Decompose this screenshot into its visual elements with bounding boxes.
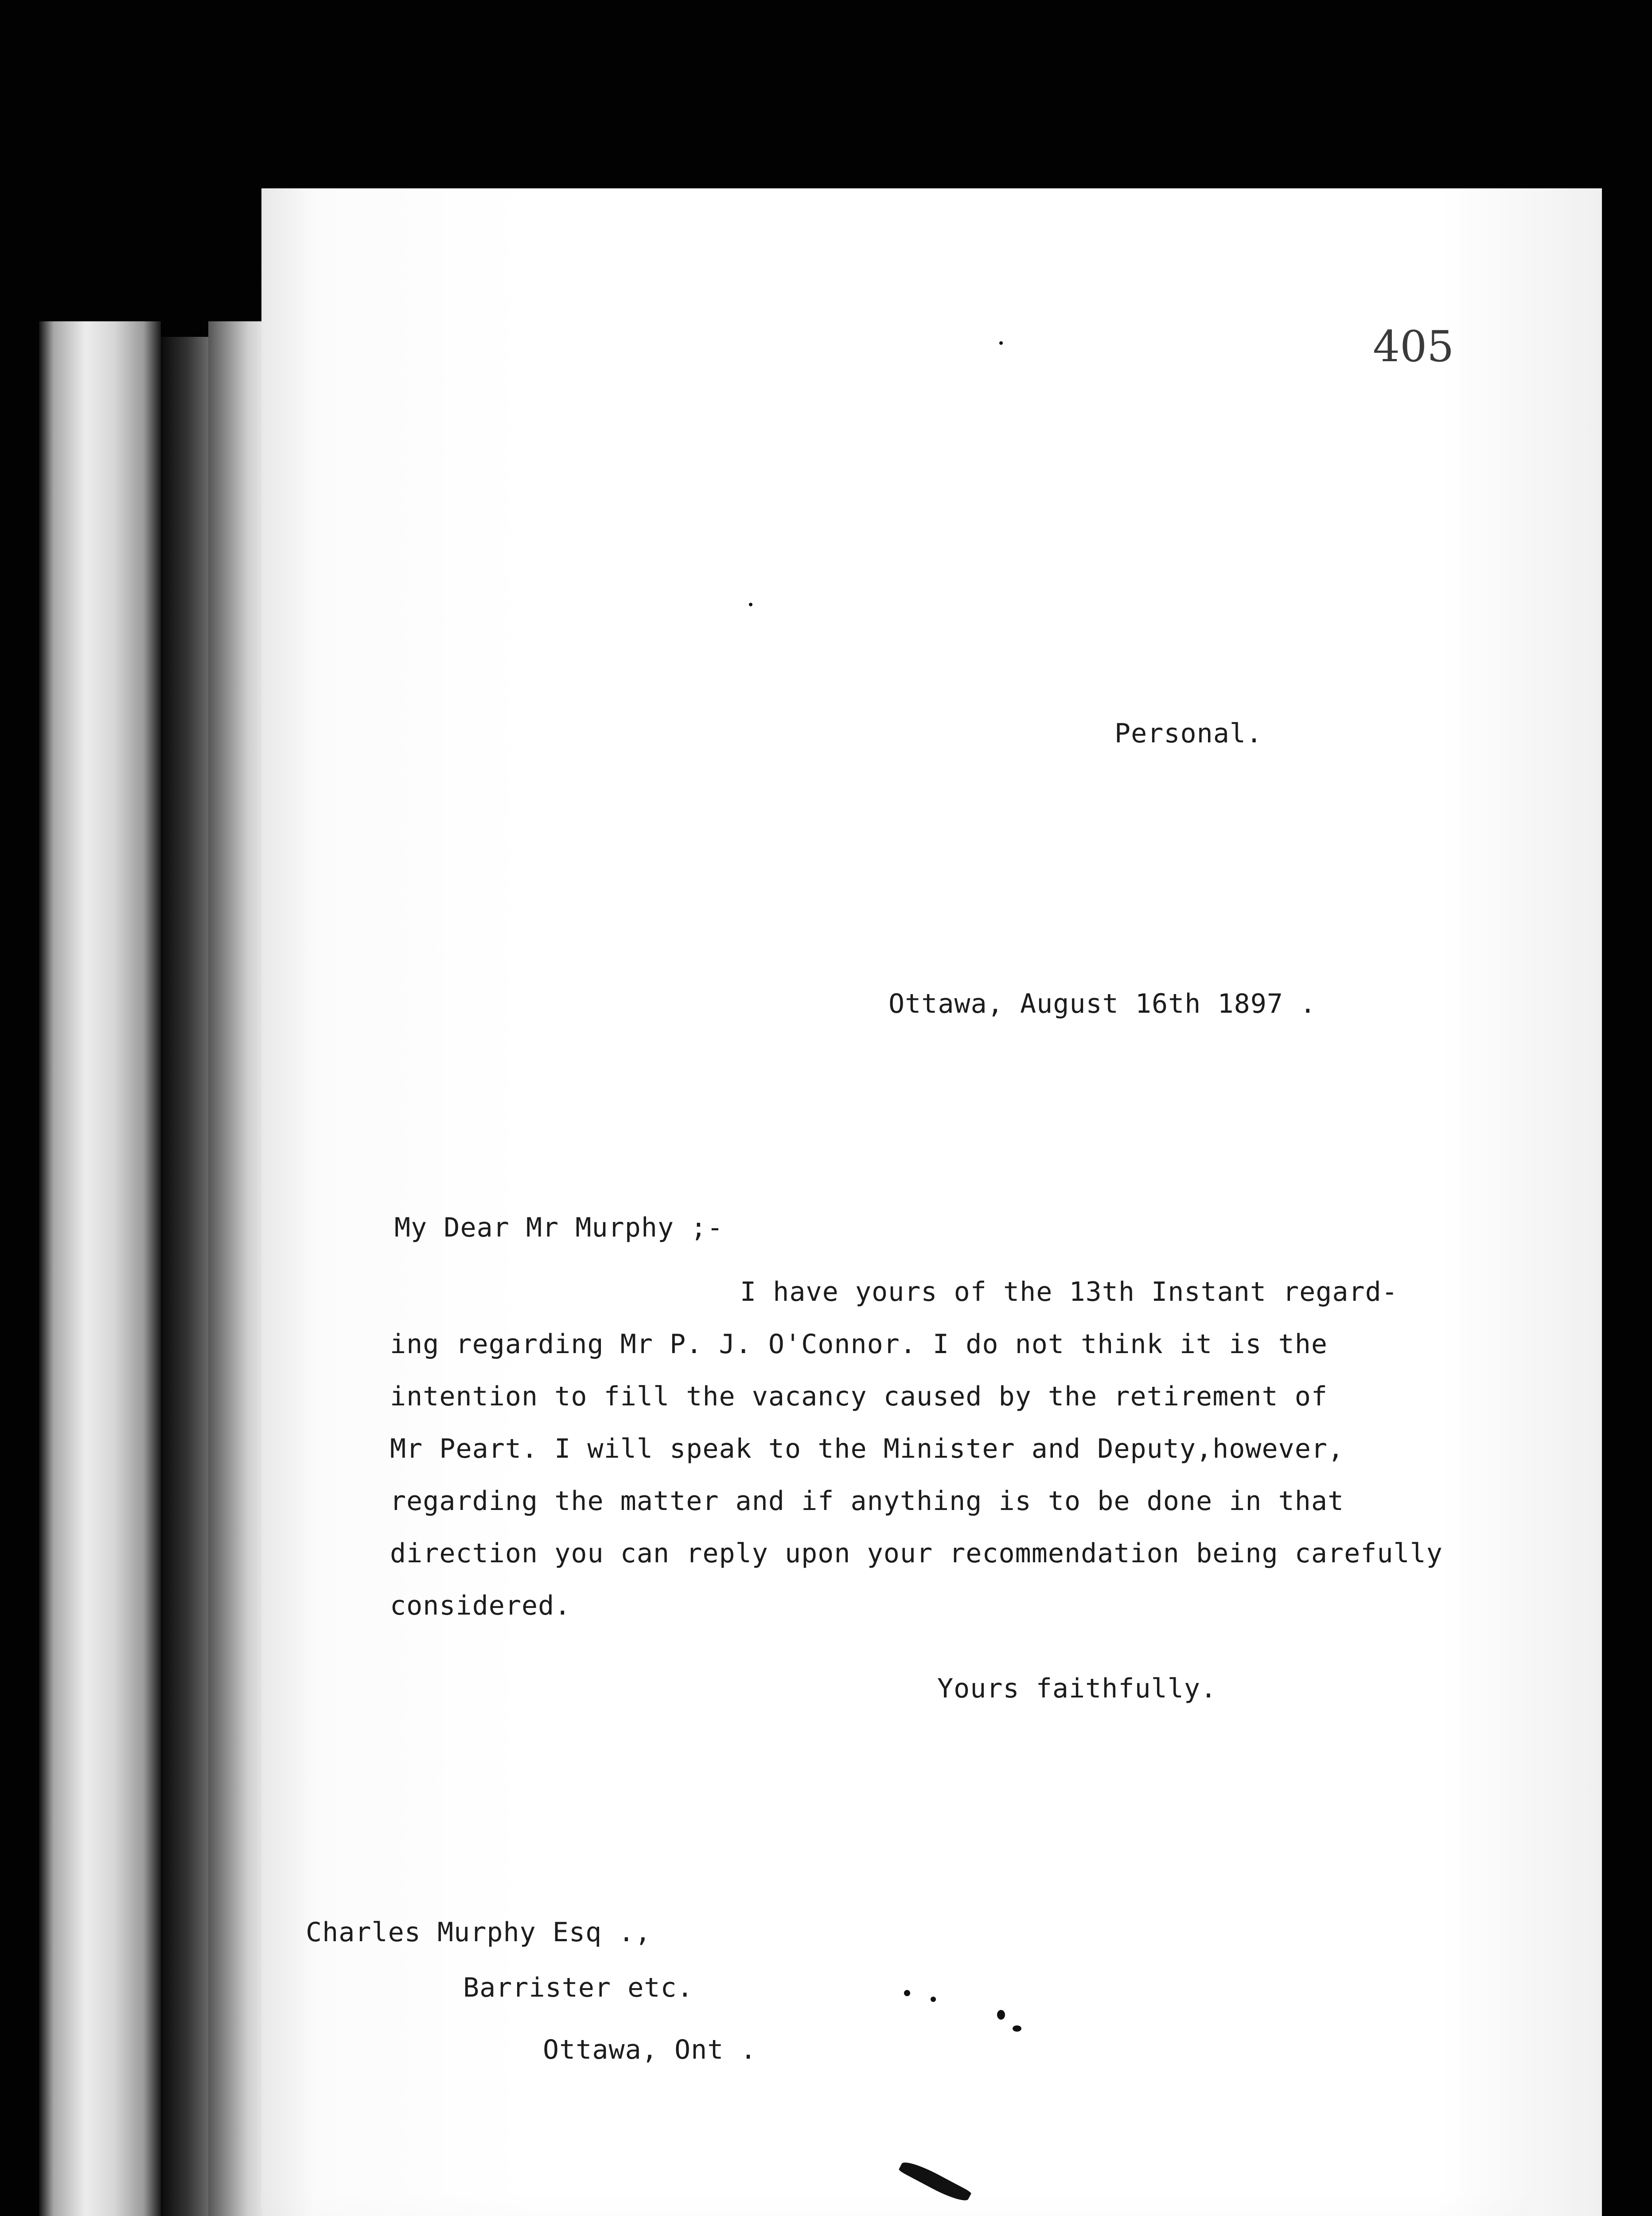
ink-speck	[749, 603, 752, 606]
body-line-5: regarding the matter and if anything is to be done in that	[390, 1486, 1344, 1517]
letter-page	[261, 188, 1602, 2216]
body-line-6: direction you can reply upon your recommendation being carefully	[390, 1538, 1443, 1569]
ink-speck	[904, 1990, 910, 1996]
page-number: 405	[1373, 322, 1454, 371]
page-shading	[261, 2194, 1529, 2216]
personal-marking: Personal.	[1114, 718, 1263, 749]
ink-speck	[997, 2010, 1005, 2020]
body-line-4: Mr Peart. I will speak to the Minister and Deputy,however,	[390, 1433, 1344, 1464]
binding-shadow	[161, 337, 214, 2216]
addressee-location: Ottawa, Ont .	[543, 2034, 757, 2065]
body-line-1: I have yours of the 13th Instant regard-	[740, 1276, 1398, 1307]
closing: Yours faithfully.	[937, 1673, 1217, 1704]
binding-edge	[39, 321, 161, 2216]
ink-speck	[931, 1997, 936, 2002]
addressee-name: Charles Murphy Esq .,	[306, 1917, 651, 1948]
body-line-3: intention to fill the vacancy caused by the retirement of	[390, 1381, 1328, 1412]
dateline: Ottawa, August 16th 1897 .	[888, 988, 1317, 1019]
salutation: My Dear Mr Murphy ;-	[394, 1212, 724, 1243]
body-line-2: ing regarding Mr P. J. O'Connor. I do not think it is the	[390, 1329, 1328, 1360]
body-line-7: considered.	[390, 1590, 571, 1621]
ink-speck	[999, 341, 1003, 345]
ink-speck	[1013, 2025, 1021, 2032]
addressee-title: Barrister etc.	[463, 1972, 694, 2003]
